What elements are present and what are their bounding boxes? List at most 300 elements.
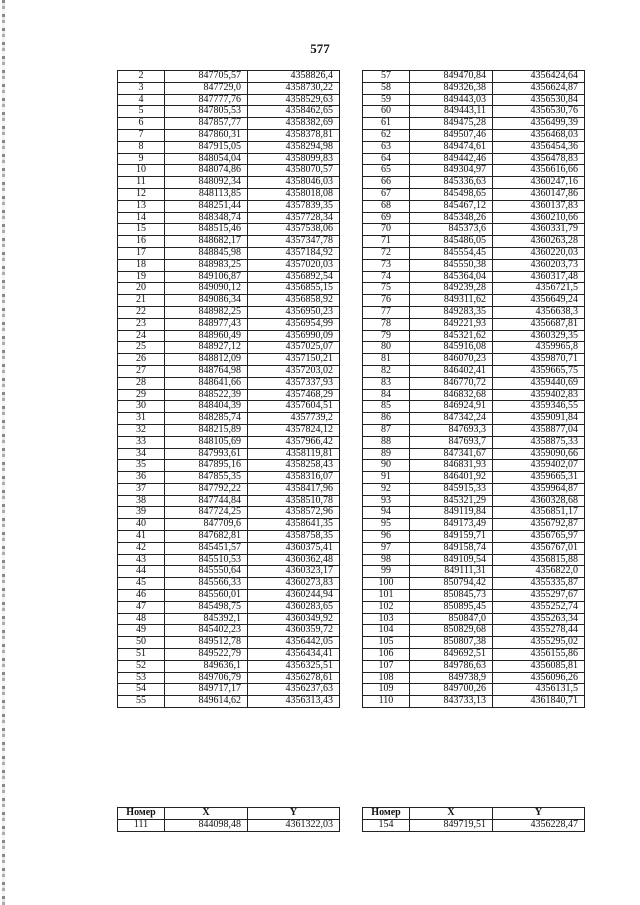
- table-row: [363, 118, 585, 130]
- table-row: [118, 436, 340, 448]
- cell-number: 96: [363, 531, 410, 543]
- cell-x: 848215,89: [165, 424, 248, 436]
- cell-x: 848404,39: [165, 401, 248, 413]
- cell-y: 4358462,65: [248, 106, 340, 118]
- cell-y: 4360203,73: [493, 259, 585, 271]
- footer-table-left: [117, 807, 340, 832]
- table-row: [118, 71, 340, 83]
- cell-number: 62: [363, 129, 410, 141]
- table-row: [363, 224, 585, 236]
- table-row: [118, 365, 340, 377]
- cell-number: 90: [363, 460, 410, 472]
- cell-x: 847915,05: [165, 141, 248, 153]
- cell-x: 849158,74: [410, 542, 493, 554]
- cell-y: 4356478,83: [493, 153, 585, 165]
- cell-number: 13: [118, 200, 165, 212]
- table-row: [118, 566, 340, 578]
- table-row: [363, 672, 585, 684]
- cell-number: 108: [363, 672, 410, 684]
- cell-x: 850895,45: [410, 601, 493, 613]
- cell-y: 4356892,54: [248, 271, 340, 283]
- cell-y: 4360137,83: [493, 200, 585, 212]
- table-row: [363, 483, 585, 495]
- table-row: [363, 637, 585, 649]
- cell-x: 845498,75: [165, 601, 248, 613]
- table-row: [363, 613, 585, 625]
- cell-x: 845321,29: [410, 495, 493, 507]
- table-row: [363, 684, 585, 696]
- table-row: [118, 295, 340, 307]
- cell-x: 845336,63: [410, 177, 493, 189]
- cell-x: 847342,24: [410, 413, 493, 425]
- cell-x: 849700,26: [410, 684, 493, 696]
- cell-y: 4356499,39: [493, 118, 585, 130]
- cell-x: 845402,23: [165, 625, 248, 637]
- cell-number: 22: [118, 306, 165, 318]
- table-row: [118, 247, 340, 259]
- cell-x: 850794,42: [410, 578, 493, 590]
- cell-x: 845560,01: [165, 590, 248, 602]
- cell-x: 845321,62: [410, 330, 493, 342]
- cell-y: 4356155,86: [493, 649, 585, 661]
- cell-x: 847693,3: [410, 424, 493, 436]
- table-row: [363, 590, 585, 602]
- cell-y: 4360375,41: [248, 542, 340, 554]
- table-row: [118, 590, 340, 602]
- cell-y: 4356649,24: [493, 295, 585, 307]
- cell-y: 4356131,5: [493, 684, 585, 696]
- cell-number: 54: [118, 684, 165, 696]
- cell-number: 35: [118, 460, 165, 472]
- cell-y: 4357728,34: [248, 212, 340, 224]
- cell-y: 4359090,66: [493, 448, 585, 460]
- cell-x: 849636,1: [165, 660, 248, 672]
- cell-y: 4360349,92: [248, 613, 340, 625]
- table-row: [118, 637, 340, 649]
- cell-number: 34: [118, 448, 165, 460]
- cell-y: 4358258,43: [248, 460, 340, 472]
- cell-x: 849173,49: [410, 519, 493, 531]
- cell-number: 57: [363, 71, 410, 83]
- cell-x: 846770,72: [410, 377, 493, 389]
- cell-x: 848054,04: [165, 153, 248, 165]
- cell-number: 40: [118, 519, 165, 531]
- cell-x: 843733,13: [410, 696, 493, 708]
- table-row: [363, 177, 585, 189]
- cell-x: 849443,03: [410, 94, 493, 106]
- cell-x: 849614,62: [165, 696, 248, 708]
- cell-number: 111: [118, 819, 165, 831]
- cell-number: 11: [118, 177, 165, 189]
- cell-y: 4356950,23: [248, 306, 340, 318]
- cell-x: 848927,12: [165, 342, 248, 354]
- cell-x: 845550,38: [410, 259, 493, 271]
- table-row: [363, 200, 585, 212]
- table-row: [363, 236, 585, 248]
- cell-x: 845915,33: [410, 483, 493, 495]
- cell-y: 4359346,55: [493, 401, 585, 413]
- cell-x: 849507,46: [410, 129, 493, 141]
- cell-x: 849304,97: [410, 165, 493, 177]
- table-row: [363, 271, 585, 283]
- cell-number: 33: [118, 436, 165, 448]
- table-row: [118, 554, 340, 566]
- cell-number: 86: [363, 413, 410, 425]
- cell-x: 848845,98: [165, 247, 248, 259]
- table-row: [118, 283, 340, 295]
- cell-x: 849443,11: [410, 106, 493, 118]
- cell-y: 4356530,76: [493, 106, 585, 118]
- cell-y: 4356096,26: [493, 672, 585, 684]
- cell-y: 4360273,83: [248, 578, 340, 590]
- cell-y: 4355263,34: [493, 613, 585, 625]
- cell-x: 847724,25: [165, 507, 248, 519]
- cell-number: 100: [363, 578, 410, 590]
- cell-number: 67: [363, 188, 410, 200]
- header-number: Номер: [363, 808, 410, 820]
- cell-y: 4359665,31: [493, 472, 585, 484]
- cell-y: 4356237,63: [248, 684, 340, 696]
- cell-number: 63: [363, 141, 410, 153]
- table-row: [118, 819, 340, 831]
- table-row: [363, 342, 585, 354]
- cell-y: 4356228,47: [493, 819, 585, 831]
- table-row: [363, 819, 585, 831]
- cell-number: 39: [118, 507, 165, 519]
- cell-y: 4356815,88: [493, 554, 585, 566]
- cell-y: 4357025,07: [248, 342, 340, 354]
- table-row: [363, 71, 585, 83]
- cell-number: 24: [118, 330, 165, 342]
- cell-x: 845554,45: [410, 247, 493, 259]
- cell-y: 4359091,84: [493, 413, 585, 425]
- cell-number: 12: [118, 188, 165, 200]
- cell-x: 850845,73: [410, 590, 493, 602]
- table-row: [118, 613, 340, 625]
- cell-y: 4359440,69: [493, 377, 585, 389]
- cell-x: 847860,31: [165, 129, 248, 141]
- cell-x: 849738,9: [410, 672, 493, 684]
- table-row: [118, 424, 340, 436]
- table-row: [363, 448, 585, 460]
- cell-y: 4357966,42: [248, 436, 340, 448]
- cell-number: 25: [118, 342, 165, 354]
- cell-x: 846832,68: [410, 389, 493, 401]
- cell-y: 4358758,35: [248, 531, 340, 543]
- table-row: [363, 106, 585, 118]
- cell-y: 4360328,68: [493, 495, 585, 507]
- cell-number: 61: [363, 118, 410, 130]
- table-row: [118, 684, 340, 696]
- cell-y: 4356530,84: [493, 94, 585, 106]
- table-row: [118, 330, 340, 342]
- cell-y: 4357203,02: [248, 365, 340, 377]
- cell-x: 845916,08: [410, 342, 493, 354]
- cell-number: 50: [118, 637, 165, 649]
- cell-y: 4358046,03: [248, 177, 340, 189]
- cell-number: 30: [118, 401, 165, 413]
- cell-y: 4359964,87: [493, 483, 585, 495]
- table-row: [363, 424, 585, 436]
- cell-y: 4358382,69: [248, 118, 340, 130]
- cell-y: 4356616,66: [493, 165, 585, 177]
- header-number: Номер: [118, 808, 165, 820]
- cell-number: 79: [363, 330, 410, 342]
- cell-number: 70: [363, 224, 410, 236]
- cell-number: 101: [363, 590, 410, 602]
- cell-number: 92: [363, 483, 410, 495]
- cell-x: 849522,79: [165, 649, 248, 661]
- cell-x: 849283,35: [410, 306, 493, 318]
- cell-y: 4360317,48: [493, 271, 585, 283]
- cell-x: 848641,66: [165, 377, 248, 389]
- cell-x: 847693,7: [410, 436, 493, 448]
- cell-number: 38: [118, 495, 165, 507]
- cell-y: 4357184,92: [248, 247, 340, 259]
- cell-number: 8: [118, 141, 165, 153]
- cell-number: 6: [118, 118, 165, 130]
- table-row: [363, 507, 585, 519]
- cell-y: 4358510,78: [248, 495, 340, 507]
- cell-y: 4356313,43: [248, 696, 340, 708]
- cell-number: 75: [363, 283, 410, 295]
- cell-x: 849159,71: [410, 531, 493, 543]
- table-row: [118, 236, 340, 248]
- cell-x: 848074,86: [165, 165, 248, 177]
- cell-number: 59: [363, 94, 410, 106]
- cell-x: 850807,38: [410, 637, 493, 649]
- table-row: [363, 94, 585, 106]
- cell-y: 4356454,36: [493, 141, 585, 153]
- cell-y: 4358826,4: [248, 71, 340, 83]
- cell-number: 4: [118, 94, 165, 106]
- cell-y: 4358875,33: [493, 436, 585, 448]
- cell-x: 849221,93: [410, 318, 493, 330]
- cell-number: 10: [118, 165, 165, 177]
- cell-number: 32: [118, 424, 165, 436]
- table-row: [363, 495, 585, 507]
- cell-x: 848983,25: [165, 259, 248, 271]
- table-row: [363, 649, 585, 661]
- cell-x: 848812,09: [165, 354, 248, 366]
- cell-y: 4356687,81: [493, 318, 585, 330]
- table-row: [118, 601, 340, 613]
- cell-x: 848682,17: [165, 236, 248, 248]
- table-row: [118, 342, 340, 354]
- cell-number: 77: [363, 306, 410, 318]
- cell-x: 849106,87: [165, 271, 248, 283]
- cell-number: 88: [363, 436, 410, 448]
- cell-number: 31: [118, 413, 165, 425]
- cell-x: 849326,38: [410, 82, 493, 94]
- cell-y: 4357739,2: [248, 413, 340, 425]
- cell-x: 849706,79: [165, 672, 248, 684]
- table-row: [118, 271, 340, 283]
- cell-x: 847709,6: [165, 519, 248, 531]
- cell-number: 49: [118, 625, 165, 637]
- cell-x: 845510,53: [165, 554, 248, 566]
- table-row: [118, 672, 340, 684]
- cell-x: 849311,62: [410, 295, 493, 307]
- cell-number: 48: [118, 613, 165, 625]
- table-row: [118, 495, 340, 507]
- table-row: [118, 377, 340, 389]
- cell-y: 4357468,29: [248, 389, 340, 401]
- cell-y: 4356721,5: [493, 283, 585, 295]
- cell-number: 104: [363, 625, 410, 637]
- cell-y: 4360359,72: [248, 625, 340, 637]
- cell-y: 4357347,78: [248, 236, 340, 248]
- cell-number: 3: [118, 82, 165, 94]
- table-row: [363, 531, 585, 543]
- cell-y: 4357020,03: [248, 259, 340, 271]
- cell-y: 4358417,96: [248, 483, 340, 495]
- cell-y: 4355252,74: [493, 601, 585, 613]
- cell-x: 848515,46: [165, 224, 248, 236]
- cell-x: 847729,0: [165, 82, 248, 94]
- cell-number: 81: [363, 354, 410, 366]
- cell-x: 845373,6: [410, 224, 493, 236]
- table-row: [363, 460, 585, 472]
- cell-x: 849086,34: [165, 295, 248, 307]
- table-row: [118, 153, 340, 165]
- cell-x: 849692,51: [410, 649, 493, 661]
- table-row: [118, 188, 340, 200]
- cell-number: 58: [363, 82, 410, 94]
- table-row: [118, 472, 340, 484]
- cell-number: 78: [363, 318, 410, 330]
- cell-x: 845550,64: [165, 566, 248, 578]
- cell-x: 848982,25: [165, 306, 248, 318]
- table-row: [118, 94, 340, 106]
- table-row: [363, 578, 585, 590]
- cell-number: 51: [118, 649, 165, 661]
- cell-x: 849442,46: [410, 153, 493, 165]
- cell-y: 4361840,71: [493, 696, 585, 708]
- coordinates-table-left: [117, 70, 340, 708]
- table-row: [363, 377, 585, 389]
- cell-number: 21: [118, 295, 165, 307]
- cell-y: 4356822,0: [493, 566, 585, 578]
- cell-x: 845486,05: [410, 236, 493, 248]
- cell-y: 4360220,03: [493, 247, 585, 259]
- cell-y: 4357337,93: [248, 377, 340, 389]
- cell-x: 850847,0: [410, 613, 493, 625]
- table-row: [118, 354, 340, 366]
- cell-number: 91: [363, 472, 410, 484]
- cell-number: 36: [118, 472, 165, 484]
- cell-number: 106: [363, 649, 410, 661]
- table-row: [118, 649, 340, 661]
- cell-x: 847895,16: [165, 460, 248, 472]
- cell-number: 103: [363, 613, 410, 625]
- cell-y: 4360210,66: [493, 212, 585, 224]
- cell-y: 4359965,8: [493, 342, 585, 354]
- cell-number: 42: [118, 542, 165, 554]
- cell-x: 848285,74: [165, 413, 248, 425]
- cell-x: 849111,31: [410, 566, 493, 578]
- cell-y: 4356085,81: [493, 660, 585, 672]
- table-row: [363, 413, 585, 425]
- cell-y: 4360263,28: [493, 236, 585, 248]
- table-row: [118, 542, 340, 554]
- cell-x: 845451,57: [165, 542, 248, 554]
- cell-number: 47: [118, 601, 165, 613]
- cell-y: 4358018,08: [248, 188, 340, 200]
- cell-y: 4358099,83: [248, 153, 340, 165]
- cell-x: 847341,67: [410, 448, 493, 460]
- page-number: 577: [310, 41, 330, 56]
- cell-number: 71: [363, 236, 410, 248]
- cell-number: 52: [118, 660, 165, 672]
- cell-x: 847682,81: [165, 531, 248, 543]
- cell-x: 845566,33: [165, 578, 248, 590]
- cell-number: 85: [363, 401, 410, 413]
- cell-number: 60: [363, 106, 410, 118]
- cell-number: 154: [363, 819, 410, 831]
- cell-x: 849090,12: [165, 283, 248, 295]
- cell-x: 849786,63: [410, 660, 493, 672]
- cell-y: 4356990,09: [248, 330, 340, 342]
- table-row: [118, 696, 340, 708]
- table-row: [118, 129, 340, 141]
- cell-number: 94: [363, 507, 410, 519]
- table-row: [363, 129, 585, 141]
- cell-number: 15: [118, 224, 165, 236]
- cell-x: 846070,23: [410, 354, 493, 366]
- table-row: [363, 696, 585, 708]
- cell-y: 4360283,65: [248, 601, 340, 613]
- table-row: [363, 259, 585, 271]
- cell-x: 848251,44: [165, 200, 248, 212]
- cell-number: 20: [118, 283, 165, 295]
- cell-number: 110: [363, 696, 410, 708]
- cell-x: 847705,57: [165, 71, 248, 83]
- cell-y: 4356325,51: [248, 660, 340, 672]
- cell-y: 4356792,87: [493, 519, 585, 531]
- table-row: [363, 436, 585, 448]
- cell-number: 74: [363, 271, 410, 283]
- cell-x: 848522,39: [165, 389, 248, 401]
- cell-number: 102: [363, 601, 410, 613]
- table-row: [363, 554, 585, 566]
- cell-x: 848113,85: [165, 188, 248, 200]
- cell-number: 105: [363, 637, 410, 649]
- table-row: [363, 283, 585, 295]
- footer-header-row: [118, 808, 340, 820]
- cell-x: 845467,12: [410, 200, 493, 212]
- table-row: [363, 295, 585, 307]
- cell-x: 845364,04: [410, 271, 493, 283]
- cell-y: 4356442,05: [248, 637, 340, 649]
- cell-y: 4356954,99: [248, 318, 340, 330]
- cell-x: 845348,26: [410, 212, 493, 224]
- cell-number: 29: [118, 389, 165, 401]
- cell-y: 4360247,16: [493, 177, 585, 189]
- table-row: [118, 460, 340, 472]
- cell-y: 4358730,22: [248, 82, 340, 94]
- cell-number: 80: [363, 342, 410, 354]
- cell-x: 849119,84: [410, 507, 493, 519]
- cell-number: 84: [363, 389, 410, 401]
- table-row: [363, 601, 585, 613]
- table-row: [118, 448, 340, 460]
- cell-number: 45: [118, 578, 165, 590]
- cell-number: 73: [363, 259, 410, 271]
- cell-x: 847805,53: [165, 106, 248, 118]
- cell-y: 4355297,67: [493, 590, 585, 602]
- cell-number: 7: [118, 129, 165, 141]
